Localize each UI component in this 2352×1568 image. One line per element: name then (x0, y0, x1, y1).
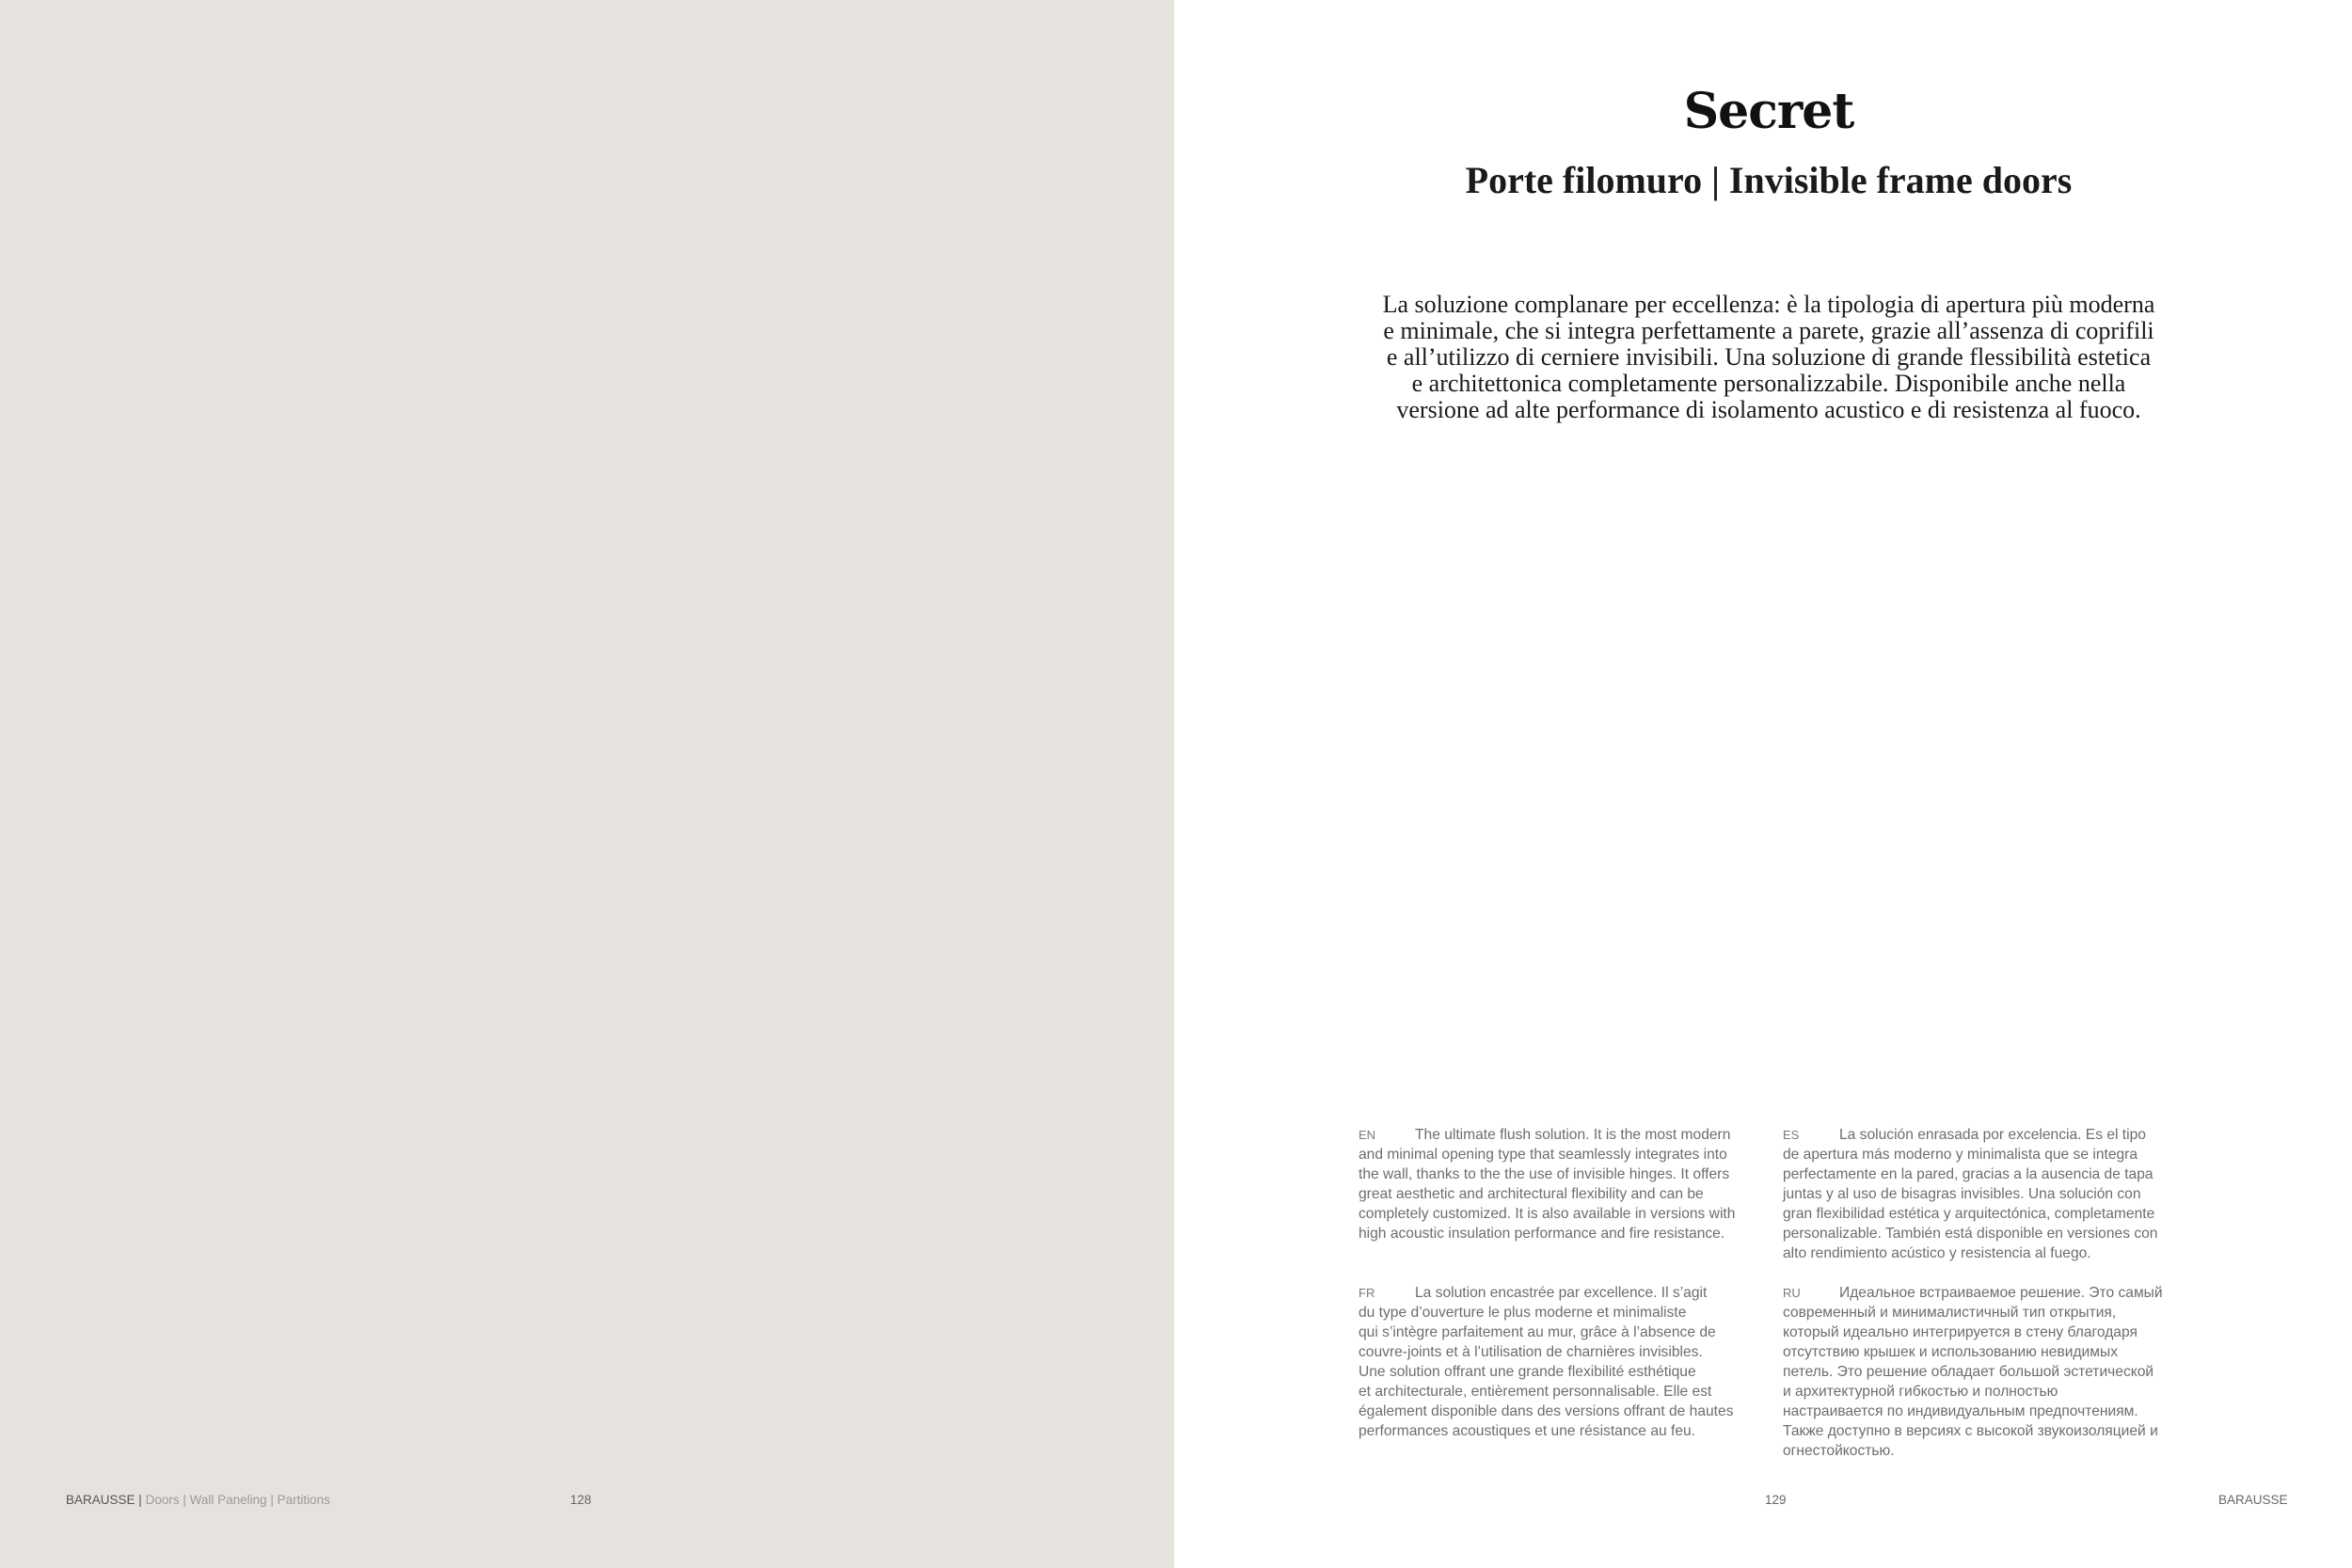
translation-line: de apertura más moderno y minimalista que se integra (1783, 1147, 2138, 1163)
translation-line: personalizable. También está disponible en versiones con (1783, 1226, 2158, 1242)
language-code-ru: RU (1783, 1286, 1801, 1300)
translation-line: and minimal opening type that seamlessly integrates into (1359, 1147, 1727, 1163)
intro-line: e minimale, che si integra perfettamente a parete, grazie all’assenza di coprifili (1383, 317, 2154, 344)
translation-line: alto rendimiento acústico y resistencia al fuego. (1783, 1245, 2091, 1261)
translation-line: gran flexibilidad estética y arquitectónica, completamente (1783, 1206, 2155, 1222)
translation-line: également disponible dans des versions offrant de hautes (1359, 1403, 1734, 1419)
translation-line: The ultimate flush solution. It is the most modern (1415, 1127, 1731, 1143)
language-code-es: ES (1783, 1128, 1800, 1142)
translation-line: couvre-joints et à l’utilisation de charnières invisibles. (1359, 1344, 1703, 1360)
intro-line: e architettonica completamente personalizzabile. Disponibile anche nella (1411, 370, 2126, 397)
translation-line: performances acoustiques et une résistance au feu. (1359, 1423, 1696, 1439)
page-title: Secret (1683, 83, 1854, 140)
translation-spanish (1783, 1125, 2197, 1263)
footer-sections: Doors | Wall Paneling | Partitions (145, 1493, 330, 1507)
page-number-left: 128 (570, 1493, 592, 1507)
footer-left (66, 1493, 330, 1507)
language-code-fr: FR (1359, 1286, 1375, 1300)
translation-line: juntas y al uso de bisagras invisibles. Una solución con (1783, 1186, 2141, 1202)
translation-line: perfectamente en la pared, gracias a la ausencia de tapa (1783, 1166, 2153, 1182)
footer-separator: | (138, 1493, 142, 1507)
intro-paragraph-italian (1374, 292, 2164, 423)
language-code-en: EN (1359, 1128, 1376, 1142)
footer-brand-right: BARAUSSE (2218, 1493, 2288, 1507)
translation-line: петель. Это решение обладает большой эстетической (1783, 1364, 2154, 1380)
translation-line: du type d’ouverture le plus moderne et minimaliste (1359, 1305, 1687, 1321)
translation-line: qui s’intègre parfaitement au mur, grâce à l’absence de (1359, 1324, 1716, 1340)
page-number-right: 129 (1765, 1493, 1787, 1507)
footer-brand-name: BARAUSSE (66, 1493, 135, 1507)
intro-line: e all’utilizzo di cerniere invisibili. Una soluzione di grande flessibilità estetica (1386, 343, 2152, 371)
translation-line: La solution encastrée par excellence. Il s’agit (1415, 1285, 1708, 1301)
translation-line: Идеальное встраиваемое решение. Это самый (1839, 1285, 2163, 1301)
translation-line: high acoustic insulation performance and fire resistance. (1359, 1226, 1725, 1242)
translation-line: Также доступно в версиях с высокой звукоизоляцией и (1783, 1423, 2158, 1439)
translation-line: отсутствию крышек и использованию невидимых (1783, 1344, 2118, 1360)
intro-line: La soluzione complanare per eccellenza: è la tipologia di apertura più moderna (1382, 291, 2155, 318)
translation-line: настраивается по индивидуальным предпочтениям. (1783, 1403, 2138, 1419)
translation-line: La solución enrasada por excelencia. Es el tipo (1839, 1127, 2146, 1143)
intro-line: versione ad alte performance di isolamento acustico e di resistenza al fuoco. (1396, 396, 2141, 423)
left-page-blank (0, 0, 1174, 1568)
translation-line: great aesthetic and architectural flexibility and can be (1359, 1186, 1704, 1202)
translation-line: et architecturale, entièrement personnalisable. Elle est (1359, 1384, 1712, 1400)
translation-line: и архитектурной гибкостью и полностью (1783, 1384, 2058, 1400)
page-subtitle: Porte filomuro | Invisible frame doors (1465, 159, 2073, 201)
translation-french (1359, 1283, 1772, 1441)
translation-line: современный и минималистичный тип открытия, (1783, 1305, 2117, 1321)
translation-russian (1783, 1283, 2197, 1461)
translation-line: completely customized. It is also available in versions with (1359, 1206, 1736, 1222)
translation-line: огнестойкостью. (1783, 1443, 1895, 1459)
translation-line: the wall, thanks to the the use of invisible hinges. It offers (1359, 1166, 1730, 1182)
translation-english (1359, 1125, 1772, 1243)
translation-line: который идеально интегрируется в стену благодаря (1783, 1324, 2137, 1340)
translation-line: Une solution offrant une grande flexibilité esthétique (1359, 1364, 1696, 1380)
